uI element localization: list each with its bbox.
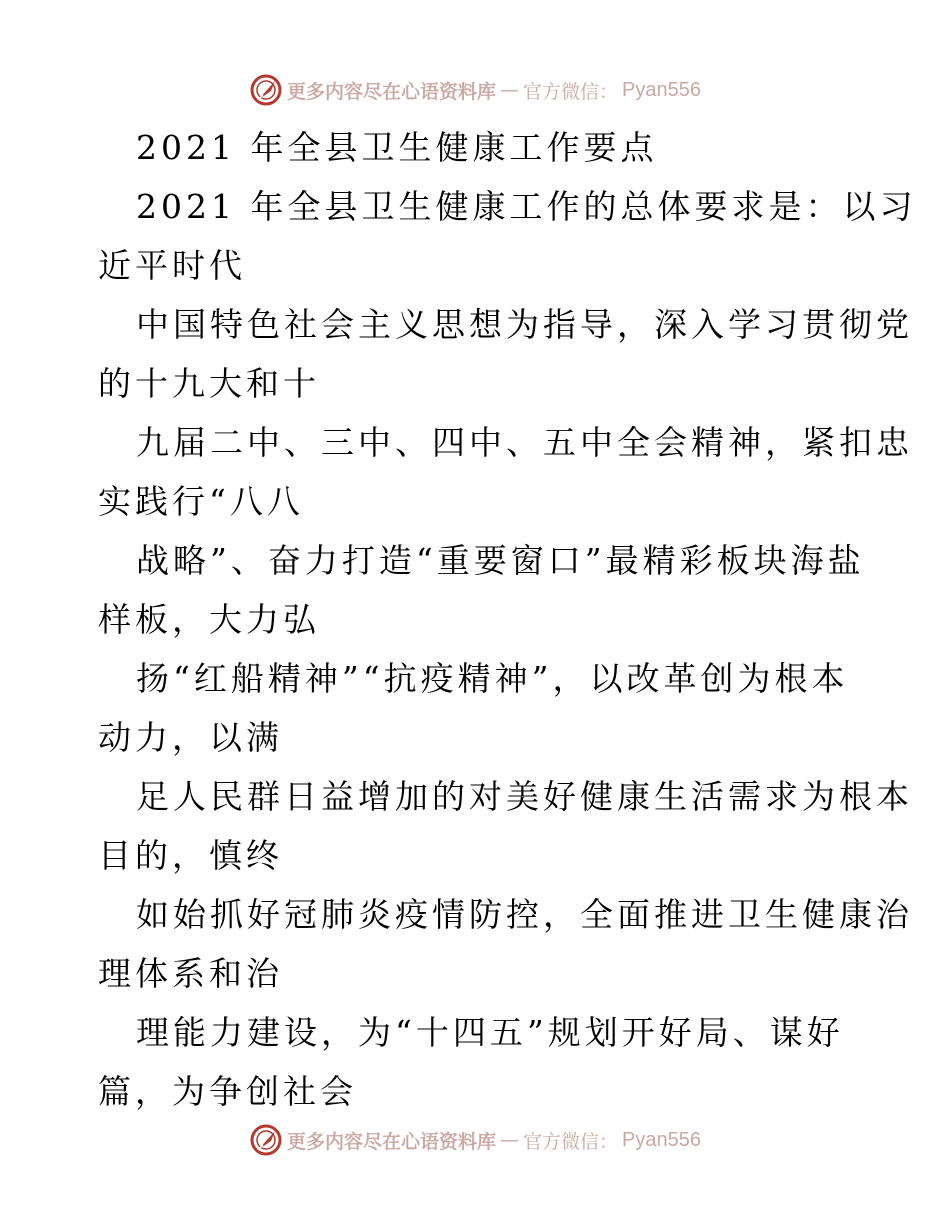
paragraph-line: 目的，慎终 xyxy=(98,836,283,875)
banner-main-text: 更多内容尽在心语资料库 xyxy=(287,1130,497,1153)
paragraph-line: 中国特色社会主义思想为指导，深入学习贯彻党 xyxy=(136,305,913,344)
quill-logo-icon xyxy=(249,1123,283,1157)
banner-wechat-id: Pyan556 xyxy=(622,1128,701,1151)
paragraph-line: 2021 年全县卫生健康工作的总体要求是：以习 xyxy=(136,187,917,226)
footer-banner xyxy=(0,1120,950,1160)
banner-separator: — xyxy=(500,79,520,101)
document-body xyxy=(98,118,917,1121)
paragraph-line: 的十九大和十 xyxy=(98,364,320,403)
paragraph-line: 样板，大力弘 xyxy=(98,600,320,639)
banner-wechat-label: 官方微信： xyxy=(523,80,619,103)
paragraph-line: 足人民群日益增加的对美好健康生活需求为根本 xyxy=(136,777,913,816)
banner-wechat-id: Pyan556 xyxy=(622,78,701,101)
banner-main-text: 更多内容尽在心语资料库 xyxy=(287,80,497,103)
paragraph-line: 九届二中、三中、四中、五中全会精神，紧扣忠 xyxy=(136,423,913,462)
paragraph-line: 如始抓好冠肺炎疫情防控，全面推进卫生健康治 xyxy=(136,895,913,934)
banner-separator: — xyxy=(500,1129,520,1151)
paragraph-line: 战略”、奋力打造“重要窗口”最精彩板块海盐 xyxy=(136,541,865,580)
banner-wechat-label: 官方微信： xyxy=(523,1130,619,1153)
paragraph-line: 近平时代 xyxy=(98,246,246,285)
paragraph-line: 动力，以满 xyxy=(98,718,283,757)
header-banner xyxy=(0,70,950,110)
paragraph-line: 实践行“八八 xyxy=(98,482,304,521)
document-title: 2021 年全县卫生健康工作要点 xyxy=(136,128,658,167)
paragraph-line: 理能力建设，为“十四五”规划开好局、谋好 xyxy=(136,1013,844,1052)
paragraph-line: 扬“红船精神”“抗疫精神”，以改革创为根本 xyxy=(136,659,849,698)
paragraph-line: 篇，为争创社会 xyxy=(98,1072,357,1111)
quill-logo-icon xyxy=(249,73,283,107)
paragraph-line: 理体系和治 xyxy=(98,954,283,993)
